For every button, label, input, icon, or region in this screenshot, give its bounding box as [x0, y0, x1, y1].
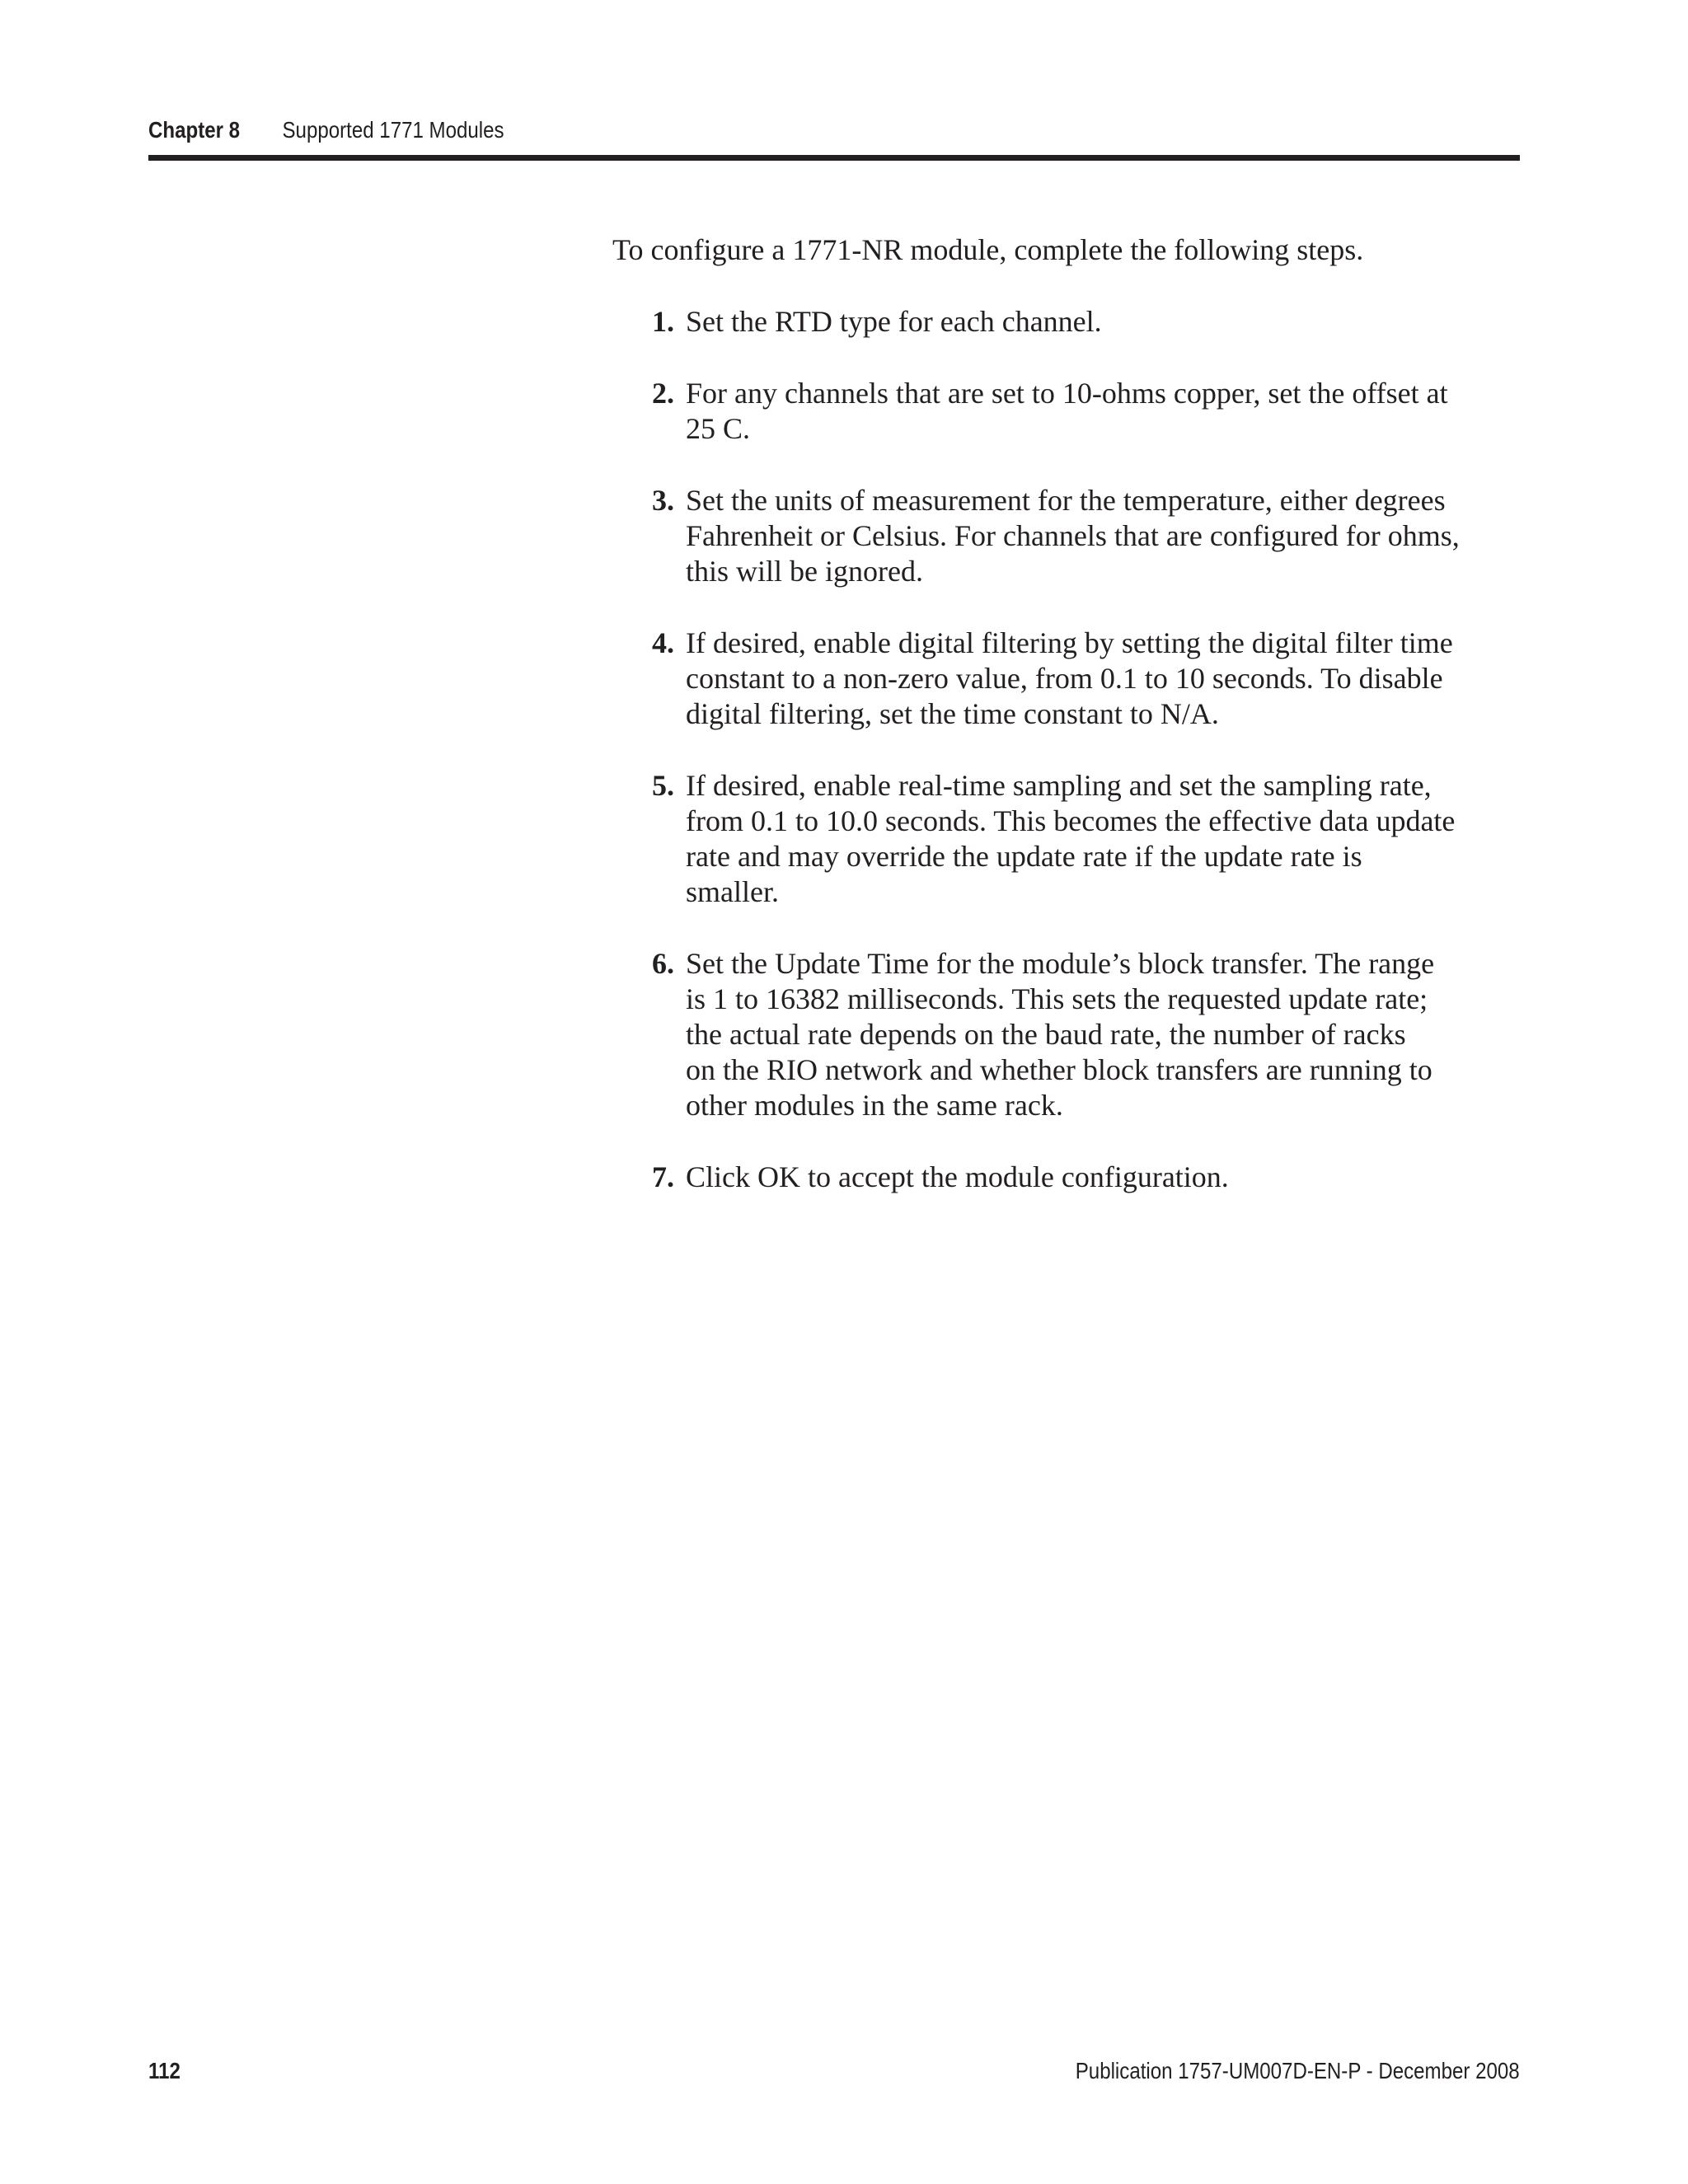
step-number: 6. — [652, 947, 674, 980]
step-line: Set the RTD type for each channel. — [686, 305, 1102, 338]
step-text — [686, 304, 1527, 340]
list-item — [612, 483, 1527, 589]
publication-info: Publication 1757-UM007D-EN-P - December 2008 — [1076, 2058, 1520, 2083]
step-line: constant to a non-zero value, from 0.1 to 10 seconds. To disable — [686, 662, 1443, 695]
step-line: digital filtering, set the time constant to N/A. — [686, 697, 1219, 730]
step-line: on the RIO network and whether block transfers are running to — [686, 1053, 1432, 1086]
steps-list — [612, 304, 1527, 1195]
step-line: from 0.1 to 10.0 seconds. This becomes the effective data update — [686, 804, 1456, 837]
step-line: If desired, enable digital filtering by setting the digital filter time — [686, 626, 1453, 659]
page-number: 112 — [148, 2058, 181, 2083]
header-rule — [148, 155, 1520, 161]
step-number: 3. — [652, 484, 674, 517]
step-line: For any channels that are set to 10-ohms copper, set the offset at — [686, 377, 1448, 410]
step-line: Click OK to accept the module configuration. — [686, 1160, 1229, 1193]
step-line: rate and may override the update rate if the update rate is — [686, 840, 1362, 873]
running-header — [148, 116, 504, 144]
list-item — [612, 768, 1527, 910]
step-number: 2. — [652, 377, 674, 410]
step-line: this will be ignored. — [686, 555, 923, 588]
step-line: 25 C. — [686, 412, 751, 445]
step-line: Fahrenheit or Celsius. For channels that are configured for ohms, — [686, 519, 1460, 552]
step-line: other modules in the same rack. — [686, 1089, 1063, 1122]
step-number: 7. — [652, 1160, 674, 1193]
step-line: If desired, enable real-time sampling and set the sampling rate, — [686, 769, 1432, 802]
step-text — [686, 626, 1527, 732]
step-line: is 1 to 16382 milliseconds. This sets the requested update rate; — [686, 982, 1428, 1015]
list-item — [612, 626, 1527, 732]
step-line: the actual rate depends on the baud rate, the number of racks — [686, 1018, 1406, 1051]
main-content — [612, 232, 1527, 1231]
list-item — [612, 1160, 1527, 1195]
step-text — [686, 946, 1527, 1123]
step-number: 1. — [652, 305, 674, 338]
step-number: 4. — [652, 626, 674, 659]
step-line: smaller. — [686, 875, 779, 908]
step-line: Set the units of measurement for the temperature, either degrees — [686, 484, 1446, 517]
chapter-label: Chapter 8 — [148, 117, 241, 143]
list-item — [612, 376, 1527, 447]
step-text — [686, 376, 1527, 447]
step-text — [686, 483, 1527, 589]
step-text — [686, 768, 1527, 910]
list-item — [612, 304, 1527, 340]
list-item — [612, 946, 1527, 1123]
section-title: Supported 1771 Modules — [282, 117, 504, 143]
step-line: Set the Update Time for the module’s block transfer. The range — [686, 947, 1435, 980]
intro-paragraph: To configure a 1771-NR module, complete the following steps. — [612, 233, 1364, 266]
step-number: 5. — [652, 769, 674, 802]
step-text — [686, 1160, 1527, 1195]
